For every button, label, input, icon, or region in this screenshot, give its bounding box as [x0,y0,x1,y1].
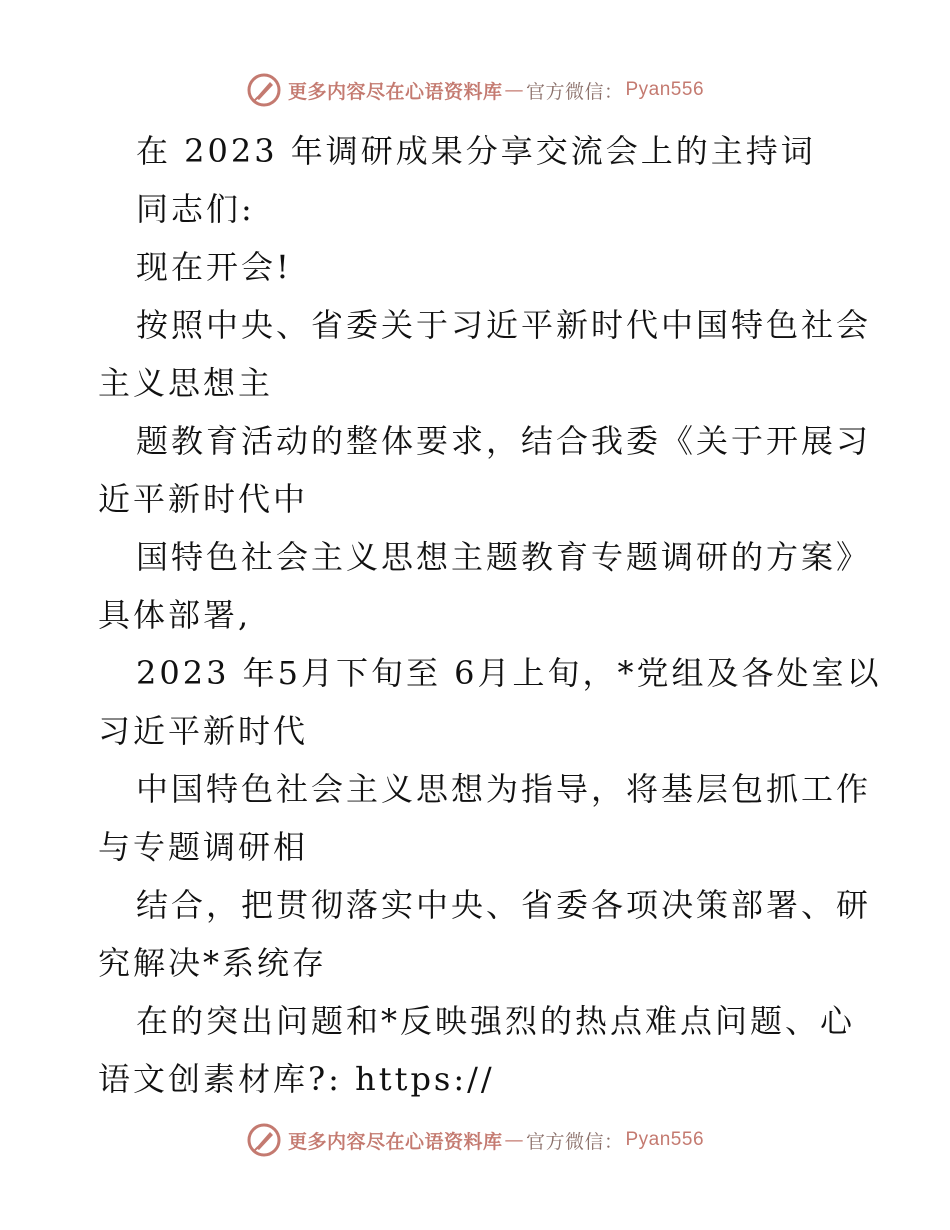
paragraph-line: 国特色社会主义思想主题教育专题调研的方案》 [136,538,872,576]
watermark-dash: — [504,79,524,101]
quill-logo-icon [246,72,282,108]
watermark-official-label: 官方微信： [525,1130,624,1153]
paragraph-line: 近平新时代中 [98,480,309,518]
paragraph-line: 具体部署, [98,596,252,634]
watermark-account: Pyan556 [625,1129,705,1150]
paragraph-line: 究解决*系统存 [98,944,328,982]
document-body [98,122,882,1108]
footer-watermark [0,1122,950,1158]
paragraph-line: 中国特色社会主义思想为指导，将基层包抓工作 [136,770,872,808]
paragraph-line: 语文创素材库?: https:// [98,1060,495,1098]
paragraph-line: 与专题调研相 [98,828,309,866]
paragraph-line: 现在开会! [136,248,292,286]
watermark-brand: 更多内容尽在心语资料库 [287,80,503,103]
watermark-dash: — [504,1129,524,1151]
paragraph-line: 习近平新时代 [98,712,309,750]
watermark-account: Pyan556 [625,79,705,100]
salutation: 同志们: [136,190,255,228]
document-title: 在 2023 年调研成果分享交流会上的主持词 [136,132,816,170]
paragraph-line: 主义思想主 [98,364,274,402]
paragraph-line: 按照中央、省委关于习近平新时代中国特色社会 [136,306,872,344]
paragraph-line: 2023 年5月下旬至 6月上旬，*党组及各处室以 [136,654,882,692]
paragraph-line: 在的突出问题和*反映强烈的热点难点问题、心 [136,1002,856,1040]
paragraph-line: 题教育活动的整体要求，结合我委《关于开展习 [136,422,872,460]
watermark-brand: 更多内容尽在心语资料库 [287,1130,503,1153]
header-watermark [0,72,950,108]
paragraph-line: 结合，把贯彻落实中央、省委各项决策部署、研 [136,886,872,924]
watermark-official-label: 官方微信： [525,80,624,103]
quill-logo-icon [246,1122,282,1158]
